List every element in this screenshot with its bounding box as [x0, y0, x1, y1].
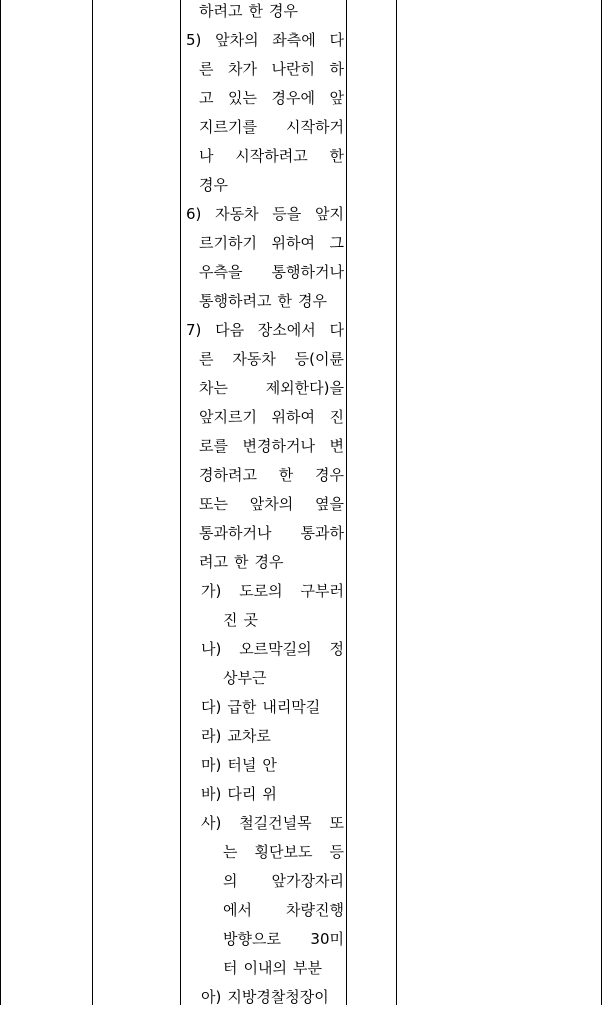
text-word: 나)	[201, 640, 222, 658]
text-word: 아)	[201, 988, 222, 1006]
text-word: 나	[199, 147, 214, 165]
text-word: 상부근	[223, 669, 267, 687]
text-word: 진	[223, 611, 238, 629]
text-line	[186, 751, 344, 780]
text-line	[186, 664, 344, 693]
text-word: 정	[329, 640, 344, 658]
text-word: 철길건널목	[239, 814, 312, 832]
text-word: 횡단보도	[254, 843, 313, 861]
text-word: 장소에서	[257, 321, 316, 339]
text-word: 마)	[201, 756, 222, 774]
text-word: 의	[223, 872, 238, 890]
table-border-col2	[180, 0, 181, 1005]
text-word: 로를	[199, 437, 228, 455]
table-border-left	[0, 0, 1, 1005]
text-word: 도로의	[239, 582, 283, 600]
text-line	[186, 925, 344, 954]
text-line	[186, 983, 344, 1012]
text-line	[186, 0, 344, 26]
text-word: 자동차	[232, 350, 276, 368]
text-word: 방향으로	[223, 930, 281, 948]
text-line	[186, 867, 344, 896]
text-word: 다	[329, 31, 344, 49]
text-line	[186, 142, 344, 171]
text-word: 우측을	[199, 263, 243, 281]
text-word: 변	[329, 437, 344, 455]
text-word: 경우	[254, 553, 284, 571]
text-word: 교차로	[227, 727, 271, 745]
text-line	[186, 577, 344, 606]
text-line	[186, 780, 344, 809]
text-word: 지르기를	[199, 118, 257, 136]
text-word: 터널	[227, 756, 257, 774]
text-word: 앞지	[314, 205, 344, 223]
text-line	[186, 490, 344, 519]
text-line	[186, 287, 344, 316]
text-word: 변경하거나	[242, 437, 315, 455]
text-line	[186, 838, 344, 867]
text-word: 는	[223, 843, 238, 861]
table-border-col3	[346, 0, 347, 1005]
text-line	[186, 432, 344, 461]
text-line	[186, 113, 344, 142]
text-word: 터	[223, 959, 238, 977]
text-word: 제외한다)을	[265, 379, 344, 397]
text-word: 앞지르기	[199, 408, 257, 426]
table-border-col1	[92, 0, 93, 1005]
text-word: 르기하기	[199, 234, 257, 252]
text-word: 부분	[292, 959, 322, 977]
text-word: 위하여	[271, 234, 315, 252]
text-word: 오르막길의	[239, 640, 312, 658]
text-word: 앞가장자리	[271, 872, 344, 890]
text-word: 다)	[201, 698, 222, 716]
text-word: 이내의	[243, 959, 287, 977]
text-word: 진	[329, 408, 344, 426]
text-word: 통행하려고	[199, 292, 272, 310]
text-line	[186, 461, 344, 490]
text-word: 하려고	[199, 2, 243, 20]
text-word: 차는	[199, 379, 228, 397]
text-word: 하	[329, 60, 344, 78]
text-line	[186, 84, 344, 113]
text-word: 앞차의	[215, 31, 259, 49]
text-word: 통행하거나	[271, 263, 344, 281]
text-word: 나란히	[271, 60, 315, 78]
text-word: 옆을	[315, 495, 344, 513]
text-line	[186, 809, 344, 838]
text-word: 에서	[223, 901, 252, 919]
text-word: 6)	[186, 205, 202, 223]
text-word: 구부러	[300, 582, 344, 600]
text-word: 지방경찰청장이	[227, 988, 329, 1006]
text-word: 안	[262, 756, 277, 774]
text-word: 차량진행	[286, 901, 344, 919]
text-word: 다음	[215, 321, 245, 339]
text-word: 등	[329, 843, 344, 861]
text-line	[186, 258, 344, 287]
text-word: 통과하거나	[199, 524, 272, 542]
text-word: 자동차	[215, 205, 259, 223]
text-word: 등(이륜	[294, 350, 344, 368]
text-word: 한	[278, 466, 294, 484]
text-word: 내리막길	[262, 698, 321, 716]
text-line	[186, 229, 344, 258]
text-line	[186, 403, 344, 432]
text-word: 또는	[199, 495, 228, 513]
text-word: 좌측에	[272, 31, 316, 49]
text-word: 경하려고	[199, 466, 257, 484]
text-line	[186, 722, 344, 751]
text-word: 고	[199, 89, 214, 107]
text-word: 시작하거	[286, 118, 344, 136]
text-word: 려고	[199, 553, 228, 571]
text-line	[186, 200, 344, 229]
text-word: 또	[329, 814, 344, 832]
text-word: 바)	[201, 785, 222, 803]
text-line	[186, 374, 344, 403]
text-word: 한	[248, 2, 263, 20]
text-word: 곳	[243, 611, 258, 629]
text-word: 다리	[227, 785, 257, 803]
text-word: 다	[329, 321, 344, 339]
text-line	[186, 345, 344, 374]
text-word: 사)	[201, 814, 222, 832]
text-word: 통과하	[300, 524, 344, 542]
text-word: 경우	[268, 2, 298, 20]
text-word: 등을	[272, 205, 302, 223]
text-line	[186, 171, 344, 200]
text-word: 차가	[228, 60, 257, 78]
text-word: 시작하려고	[235, 147, 308, 165]
text-word: 경우에	[271, 89, 315, 107]
text-word: 한	[233, 553, 249, 571]
text-word: 른	[199, 60, 214, 78]
text-line	[186, 635, 344, 664]
text-word: 위하여	[271, 408, 315, 426]
table-border-col4	[396, 0, 397, 1005]
text-word: 경우	[297, 292, 327, 310]
text-word: 한	[277, 292, 292, 310]
text-word: 급한	[227, 698, 257, 716]
text-word: 30미	[310, 930, 344, 948]
table-border-right	[601, 0, 602, 1005]
text-word: 라)	[201, 727, 222, 745]
text-word: 른	[199, 350, 214, 368]
text-line	[186, 606, 344, 635]
text-word: 앞차의	[249, 495, 294, 513]
law-text-cell	[186, 0, 344, 1012]
text-word: 앞	[329, 89, 344, 107]
text-word: 경우	[315, 466, 344, 484]
text-word: 경우	[199, 176, 228, 194]
text-line	[186, 954, 344, 983]
text-line	[186, 548, 344, 577]
text-line	[186, 693, 344, 722]
text-line	[186, 26, 344, 55]
text-line	[186, 896, 344, 925]
text-word: 한	[329, 147, 344, 165]
text-word: 그	[329, 234, 344, 252]
text-word: 위	[262, 785, 277, 803]
text-line	[186, 519, 344, 548]
text-line	[186, 316, 344, 345]
text-line	[186, 55, 344, 84]
text-word: 5)	[186, 31, 202, 49]
text-word: 7)	[186, 321, 202, 339]
text-word: 가)	[201, 582, 222, 600]
text-word: 있는	[228, 89, 257, 107]
